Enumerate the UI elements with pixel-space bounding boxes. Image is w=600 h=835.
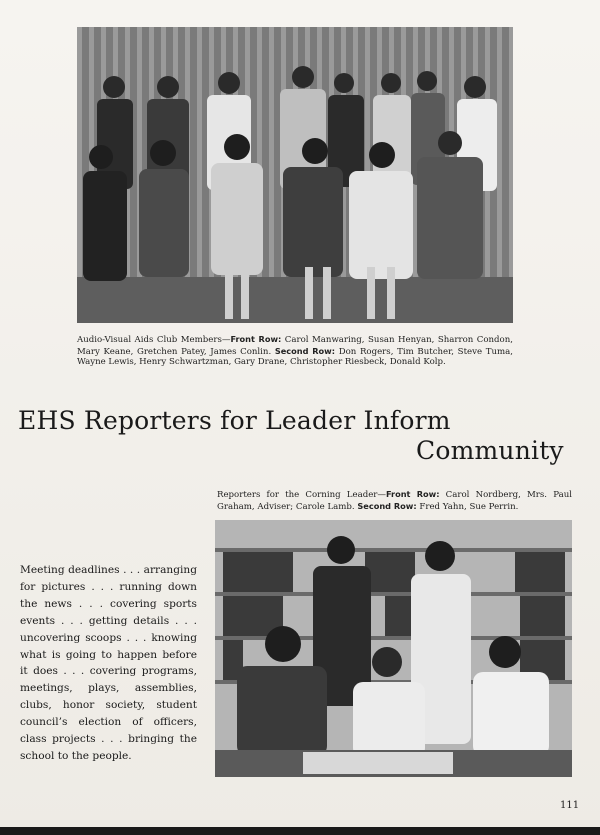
caption-rep-lead: Reporters for the Corning Leader— <box>217 490 386 500</box>
caption-av-front-row-label: Front Row: <box>230 334 282 344</box>
caption-av-second-row-label: Second Row: <box>274 345 336 356</box>
page-bottom-border <box>0 827 600 835</box>
caption-rep-second-row-names: Fred Yahn, Sue Perrin. <box>416 501 519 512</box>
headline-line-2: Community <box>416 436 564 465</box>
caption-av-front-row-names: Carol Manwaring, Susan Henyan, Sharron Condon, Mary Keane, Gretchen Patey, James Conlin. <box>77 335 513 357</box>
caption-rep-front-row-names: Carol Nordberg, Mrs. Paul Graham, Adviser; Carole Lamb. <box>217 490 572 512</box>
reporters-caption <box>217 489 572 512</box>
page-number: 111 <box>560 800 580 811</box>
caption-rep-second-row-label: Second Row: <box>357 500 417 511</box>
audio-visual-club-photo <box>77 27 513 323</box>
reporters-photo <box>215 520 572 777</box>
caption-av-second-row-names: Don Rogers, Tim Butcher, Steve Tuma, Wayne Lewis, Henry Schwartzman, Gary Drane, Christopher Riesbeck, Donald Kolp. <box>77 346 513 368</box>
caption-rep-front-row-label: Front Row: <box>385 489 440 499</box>
audio-visual-club-caption <box>77 334 513 368</box>
article-body-text: Meeting deadlines . . . arranging for pictures . . . running down the news . . . covering sports events . . . getting details . . . uncovering scoops . . . knowing what is going to happen before it does . . . covering programs, meetings, plays, assemblies, clubs, honor society, student council’s election of officers, class projects . . . bringing the school to the people. <box>20 564 197 762</box>
caption-av-lead: Audio-Visual Aids Club Members— <box>77 335 231 345</box>
headline-line-1: EHS Reporters for Leader Inform <box>18 406 451 435</box>
